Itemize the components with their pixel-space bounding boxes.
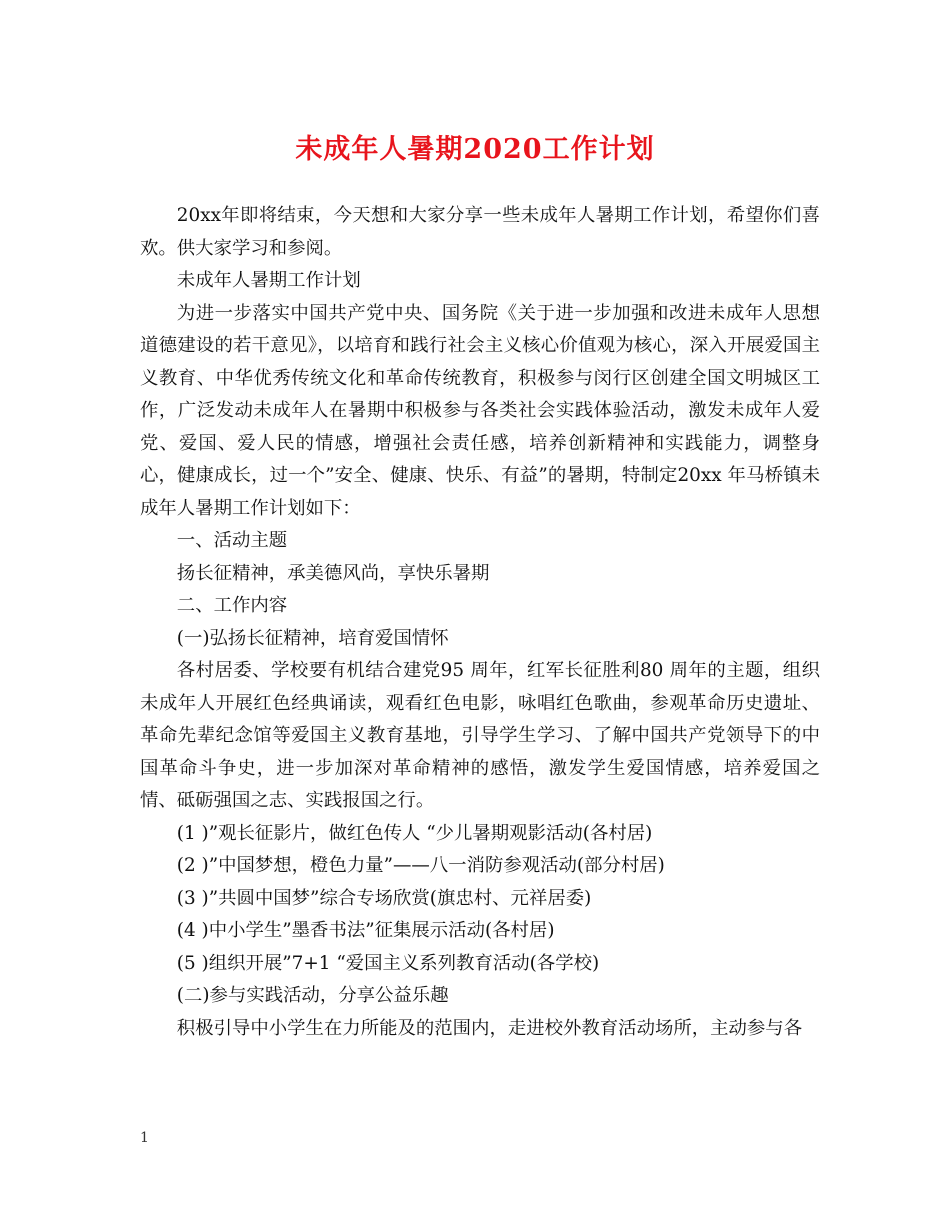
section-heading: 一、活动主题 [176, 530, 288, 551]
list-item: (3 )”共圆中国梦”综合专场欣赏(旗忠村、元祥居委) [176, 887, 592, 909]
paragraph: 积极引导中小学生在力所能及的范围内，走进校外教育活动场所，主动参与各 [176, 1017, 803, 1039]
document-body [140, 200, 820, 1045]
paragraph: 20xx年即将结束，今天想和大家分享一些未成年人暑期工作计划，希望你们喜欢。供大家学习和参阅。 [140, 205, 820, 259]
page-number: 1 [140, 1130, 149, 1146]
section-heading: 二、工作内容 [176, 595, 288, 616]
list-item: (2 )”中国梦想，橙色力量”——八一消防参观活动(部分村居) [176, 855, 665, 876]
list-item: (5 )组织开展”7+1 “爱国主义系列教育活动(各学校) [176, 952, 600, 974]
document-title: 未成年人暑期2020工作计划 [295, 134, 655, 165]
subsection-heading: (二)参与实践活动，分享公益乐趣 [176, 985, 449, 1006]
paragraph: 各村居委、学校要有机结合建党95 周年，红军长征胜利80 周年的主题，组织未成年人开展红色经典诵读，观看红色电影，咏唱红色歌曲，参观革命历史遗址、革命先辈纪念馆等爱国主义教育基地，引导学生学习、了解中国共产党领导下的中国革命斗争史，进一步加深对革命精神的感悟，激发学生爱国情感，培养爱国之情、砥砺强国之志、实践报国之行。 [140, 660, 820, 811]
subsection-heading: (一)弘扬长征精神，培育爱国情怀 [176, 627, 449, 649]
paragraph: 扬长征精神，承美德风尚，享快乐暑期 [176, 562, 490, 584]
list-item: (1 )”观长征影片，做红色传人 “少儿暑期观影活动(各村居) [176, 822, 653, 844]
paragraph: 为进一步落实中国共产党中央、国务院《关于进一步加强和改进未成年人思想道德建设的若干意见》，以培育和践行社会主义核心价值观为核心，深入开展爱国主义教育、中华优秀传统文化和革命传统教育，积极参与闵行区创建全国文明城区工作，广泛发动未成年人在暑期中积极参与各类社会实践体验活动，激发未成年人爱党、爱国、爱人民的情感，增强社会责任感，培养创新精神和实践能力，调整身心，健康成长，过一个”安全、健康、快乐、有益”的暑期，特制定20xx 年马桥镇未成年人暑期工作计划如下： [140, 302, 820, 519]
list-item: (4 )中小学生”墨香书法”征集展示活动(各村居) [176, 920, 555, 941]
paragraph: 未成年人暑期工作计划 [176, 270, 361, 291]
